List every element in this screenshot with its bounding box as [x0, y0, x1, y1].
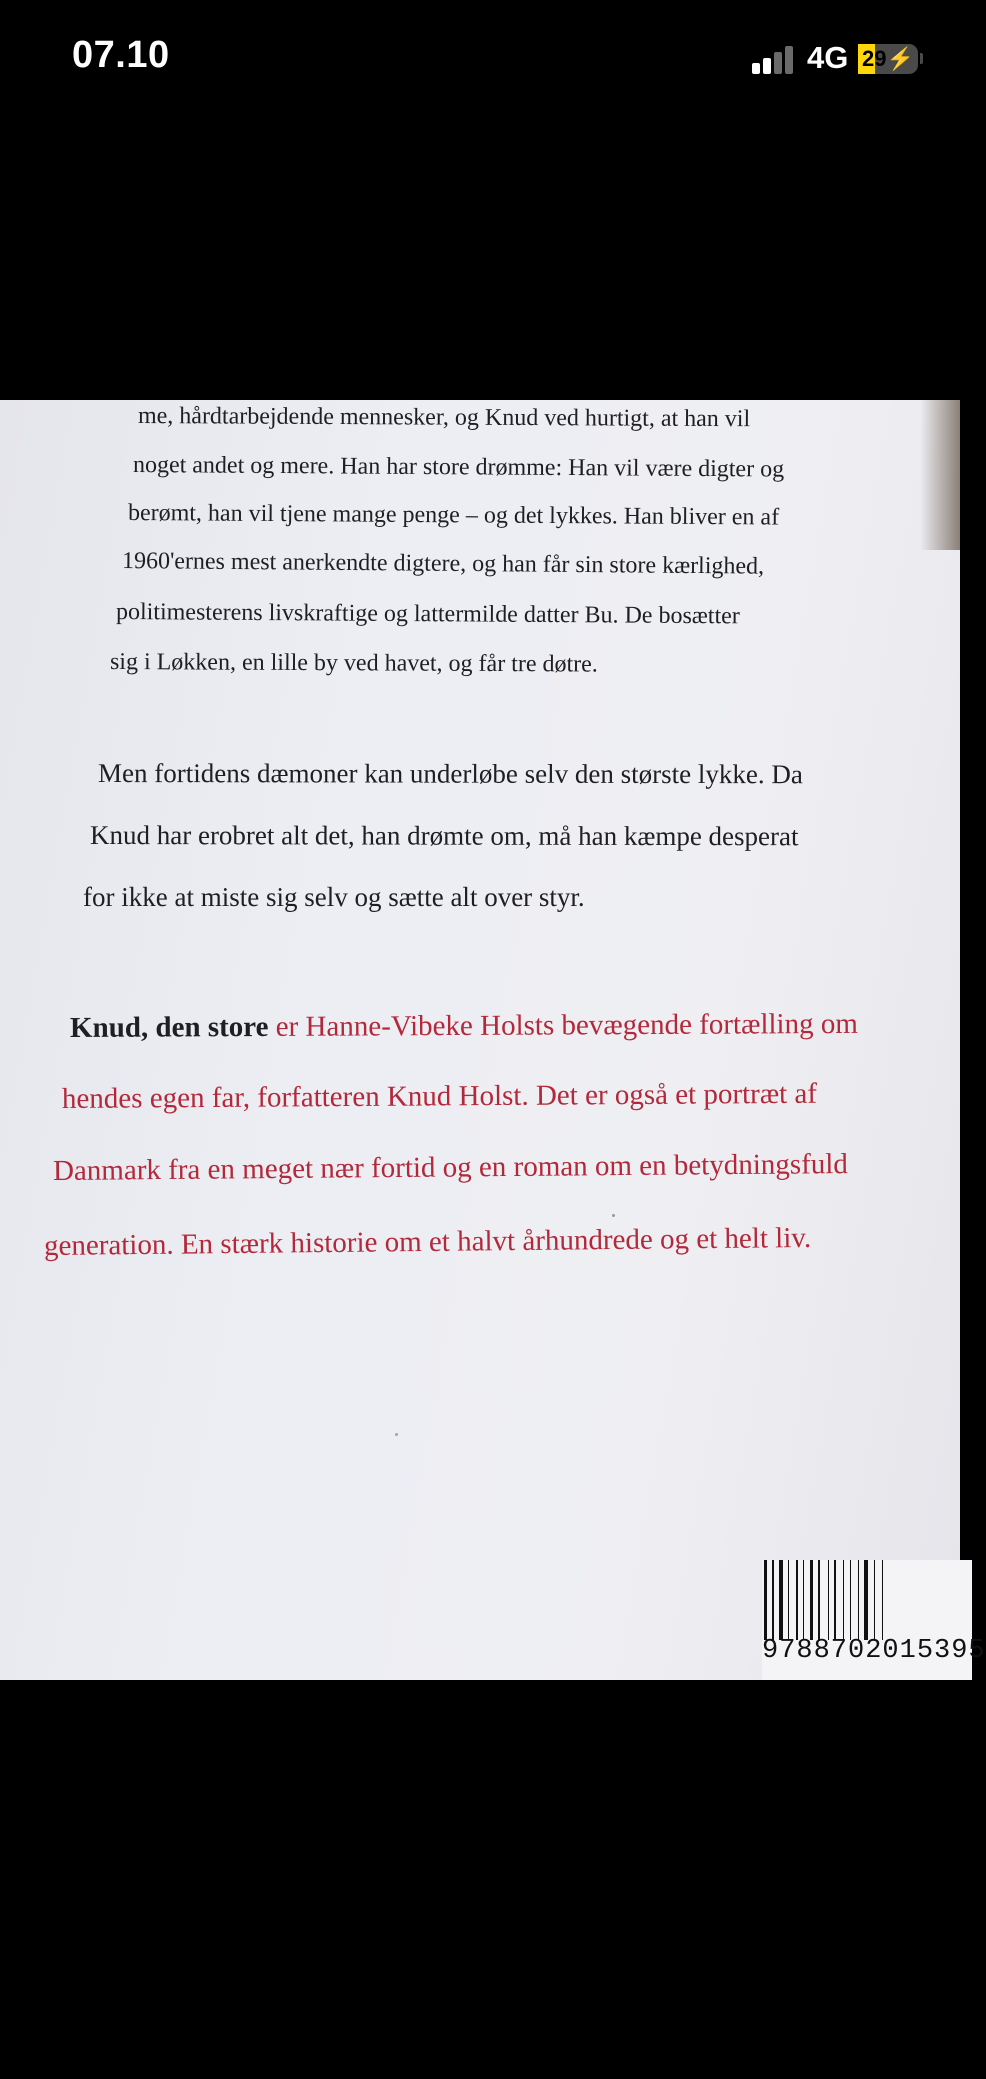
barcode-bar [788, 1560, 789, 1640]
barcode-bars [762, 1560, 972, 1640]
description-line: sig i Løkken, en lille by ved havet, og får tre døtre. [109, 649, 598, 678]
status-bar [0, 0, 960, 120]
paragraph2-line: Knud har erobret alt det, han drømte om, må han kæmpe desperat [89, 820, 799, 852]
battery-tip [920, 53, 923, 64]
isbn-number: 9788702015395 [762, 1636, 986, 1666]
paragraph2-line: for ikke at miste sig selv og sætte alt over styr. [83, 882, 585, 912]
barcode-bar [772, 1560, 774, 1640]
barcode-bar [828, 1560, 829, 1640]
barcode-bar [850, 1560, 851, 1640]
description-line: politimesterens livskraftige og lattermilde datter Bu. De bosætter [115, 599, 740, 630]
book-back-cover-photo[interactable] [0, 400, 986, 1680]
barcode-bar [803, 1560, 804, 1640]
description-line: me, hårdtarbejdende mennesker, og Knud ved hurtigt, at han vil [137, 403, 751, 433]
description-line: noget andet og mere. Han har store drømme: Han vil være digter og [132, 452, 785, 483]
paragraph2-line: Men fortidens dæmoner kan underløbe selv den største lykke. Da [97, 758, 803, 790]
barcode-bar [810, 1560, 813, 1640]
paragraph3-line: hendes egen far, forfatteren Knud Holst. Det er også et portræt af [61, 1077, 818, 1115]
barcode-bar [843, 1560, 844, 1640]
cover-edge-shadow [920, 400, 960, 550]
isbn-barcode [762, 1560, 986, 1680]
description-line: 1960'ernes mest anerkendte digtere, og han får sin store kærlighed, [121, 548, 765, 580]
barcode-bar [874, 1560, 875, 1640]
network-type: 4G [807, 40, 849, 75]
barcode-bar [796, 1560, 798, 1640]
paper-speck [612, 1214, 615, 1217]
barcode-bar [864, 1560, 868, 1640]
barcode-bar [779, 1560, 783, 1640]
paragraph3-line [70, 1008, 858, 1045]
book-title: Knud, den store [69, 1010, 269, 1044]
barcode-bar [764, 1560, 767, 1640]
battery-icon [858, 44, 918, 74]
status-time: 07.10 [72, 34, 170, 76]
description-line: berømt, han vil tjene mange penge – og det lykkes. Han bliver en af [127, 500, 780, 531]
barcode-bar [858, 1560, 859, 1640]
paragraph3-line: Danmark fra en meget nær fortid og en roman om en betydningsfuld [52, 1148, 848, 1187]
paper-speck [395, 1433, 398, 1436]
cellular-signal-icon [752, 44, 796, 74]
paragraph3-line: generation. En stærk historie om et halvt århundrede og et helt liv. [43, 1221, 812, 1262]
barcode-bar [882, 1560, 883, 1640]
paragraph3-text: er Hanne-Vibeke Holsts bevægende fortælling om [268, 1007, 858, 1043]
barcode-bar [834, 1560, 836, 1640]
battery-level: 29⚡ [862, 46, 914, 71]
barcode-bar [818, 1560, 820, 1640]
